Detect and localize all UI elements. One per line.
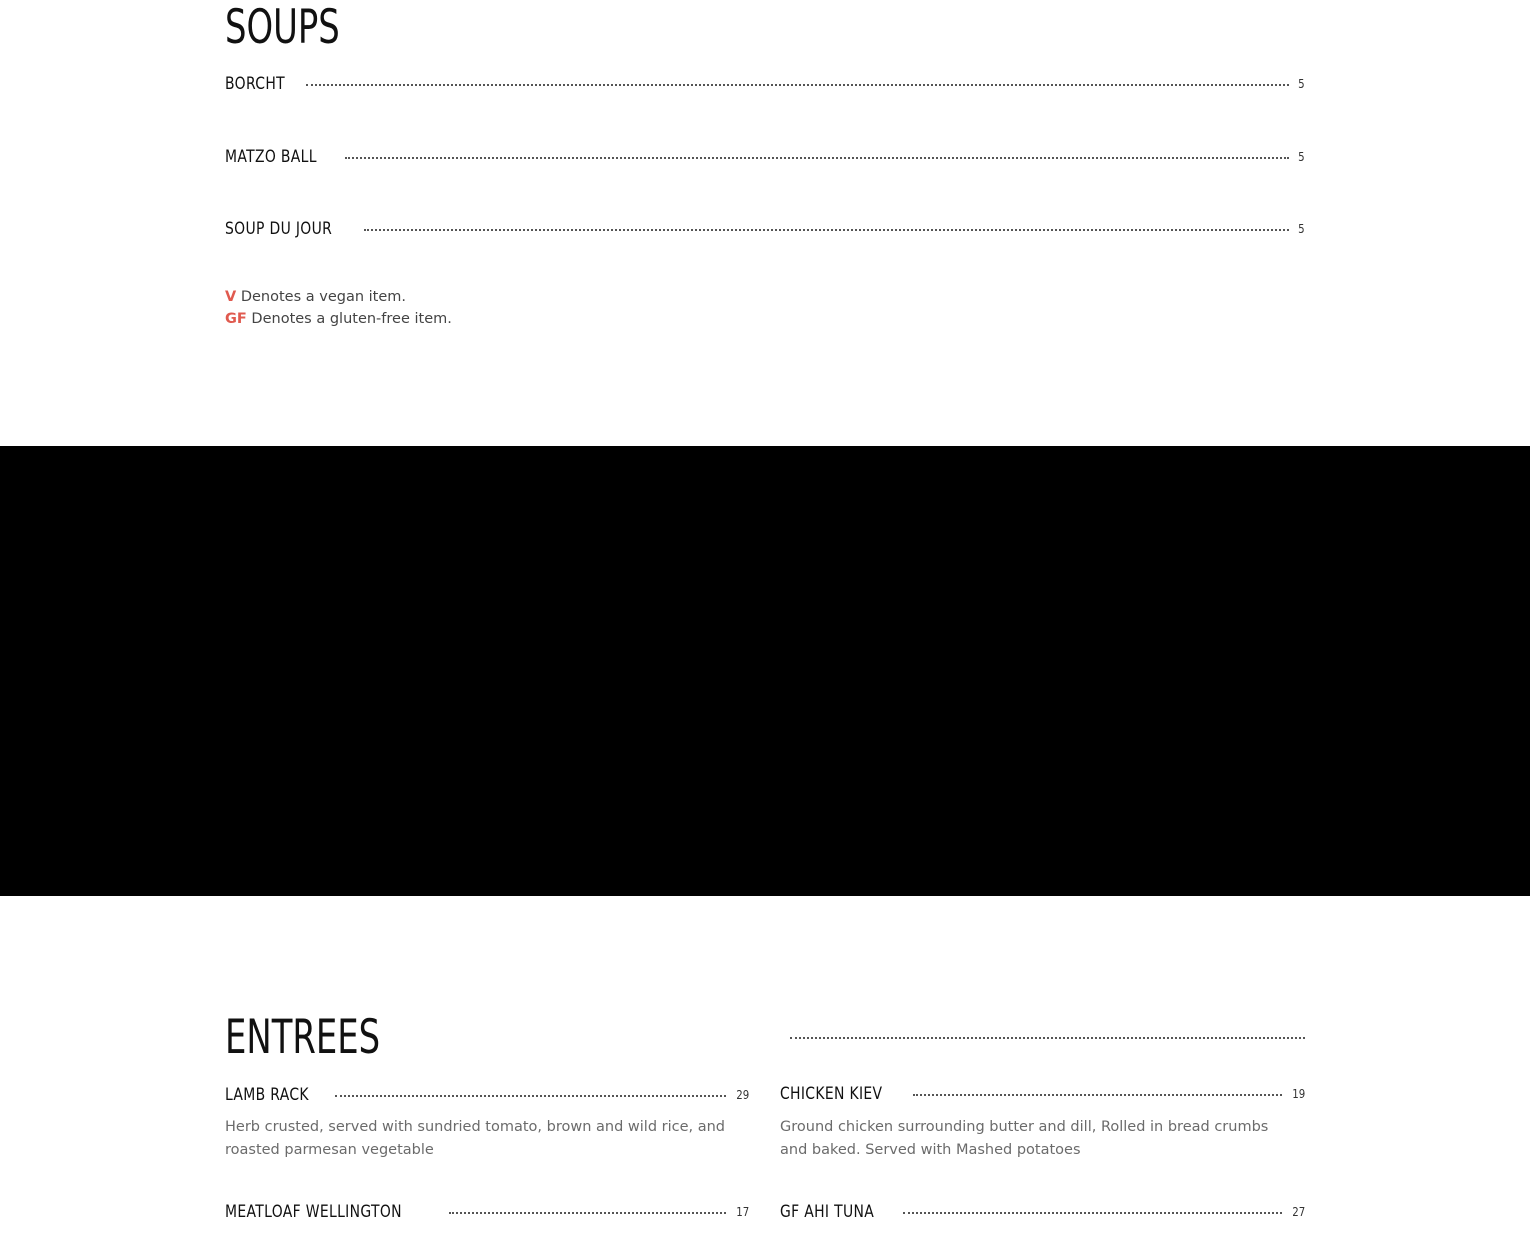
leader-dots [903, 1212, 1282, 1214]
menu-item-matzo-ball [225, 145, 1305, 169]
menu-item-borcht [225, 72, 1305, 96]
soups-title: SOUPS [225, 0, 340, 55]
menu-item-lamb-rack [225, 1083, 749, 1107]
menu-item-name: BORCHT [225, 74, 285, 94]
gluten-free-tag: GF [225, 311, 247, 327]
menu-item-meatloaf-wellington [225, 1200, 749, 1224]
menu-item-description: Herb crusted, served with sundried tomato, brown and wild rice, and roasted parmesan vegetable [225, 1119, 726, 1158]
menu-item-name: CHICKEN KIEV [780, 1084, 883, 1104]
menu-item-price: 19 [1292, 1087, 1305, 1101]
menu-item-name: MEATLOAF WELLINGTON [225, 1202, 402, 1222]
leader-dots [335, 1095, 725, 1097]
menu-item-soup-du-jour [225, 217, 1305, 241]
menu-item-name: GF AHI TUNA [780, 1202, 875, 1222]
leader-dots [449, 1212, 726, 1214]
menu-item-description: Ground chicken surrounding butter and dill, Rolled in bread crumbs and baked. Served with Mashed potatoes [780, 1119, 1269, 1158]
title-leader-dots [790, 1037, 1305, 1039]
menu-item-price: 5 [1298, 77, 1305, 91]
menu-item-price: 29 [736, 1088, 749, 1102]
menu-item-price: 17 [736, 1205, 749, 1219]
entrees-title: ENTREES [225, 1010, 381, 1065]
leader-dots [306, 84, 1289, 86]
legend-vegan [225, 286, 452, 308]
menu-item-name: SOUP DU JOUR [225, 219, 333, 239]
hero-image-band [0, 446, 1530, 896]
menu-item-chicken-kiev [780, 1082, 1305, 1106]
menu-item-price: 27 [1292, 1205, 1305, 1219]
menu-item-name: LAMB RACK [225, 1085, 309, 1105]
leader-dots [345, 157, 1289, 159]
leader-dots [913, 1094, 1282, 1096]
legend-text: Denotes a vegan item. [240, 289, 407, 305]
menu-item-name: MATZO BALL [225, 147, 317, 167]
vegan-tag: V [225, 289, 237, 305]
legend-text: Denotes a gluten-free item. [251, 311, 452, 327]
menu-item-price: 5 [1298, 150, 1305, 164]
menu-item-price: 5 [1298, 222, 1305, 236]
leader-dots [364, 229, 1290, 231]
legend-gluten-free [225, 308, 452, 330]
menu-item-gf-ahi-tuna [780, 1200, 1305, 1224]
dietary-legend [225, 286, 452, 330]
